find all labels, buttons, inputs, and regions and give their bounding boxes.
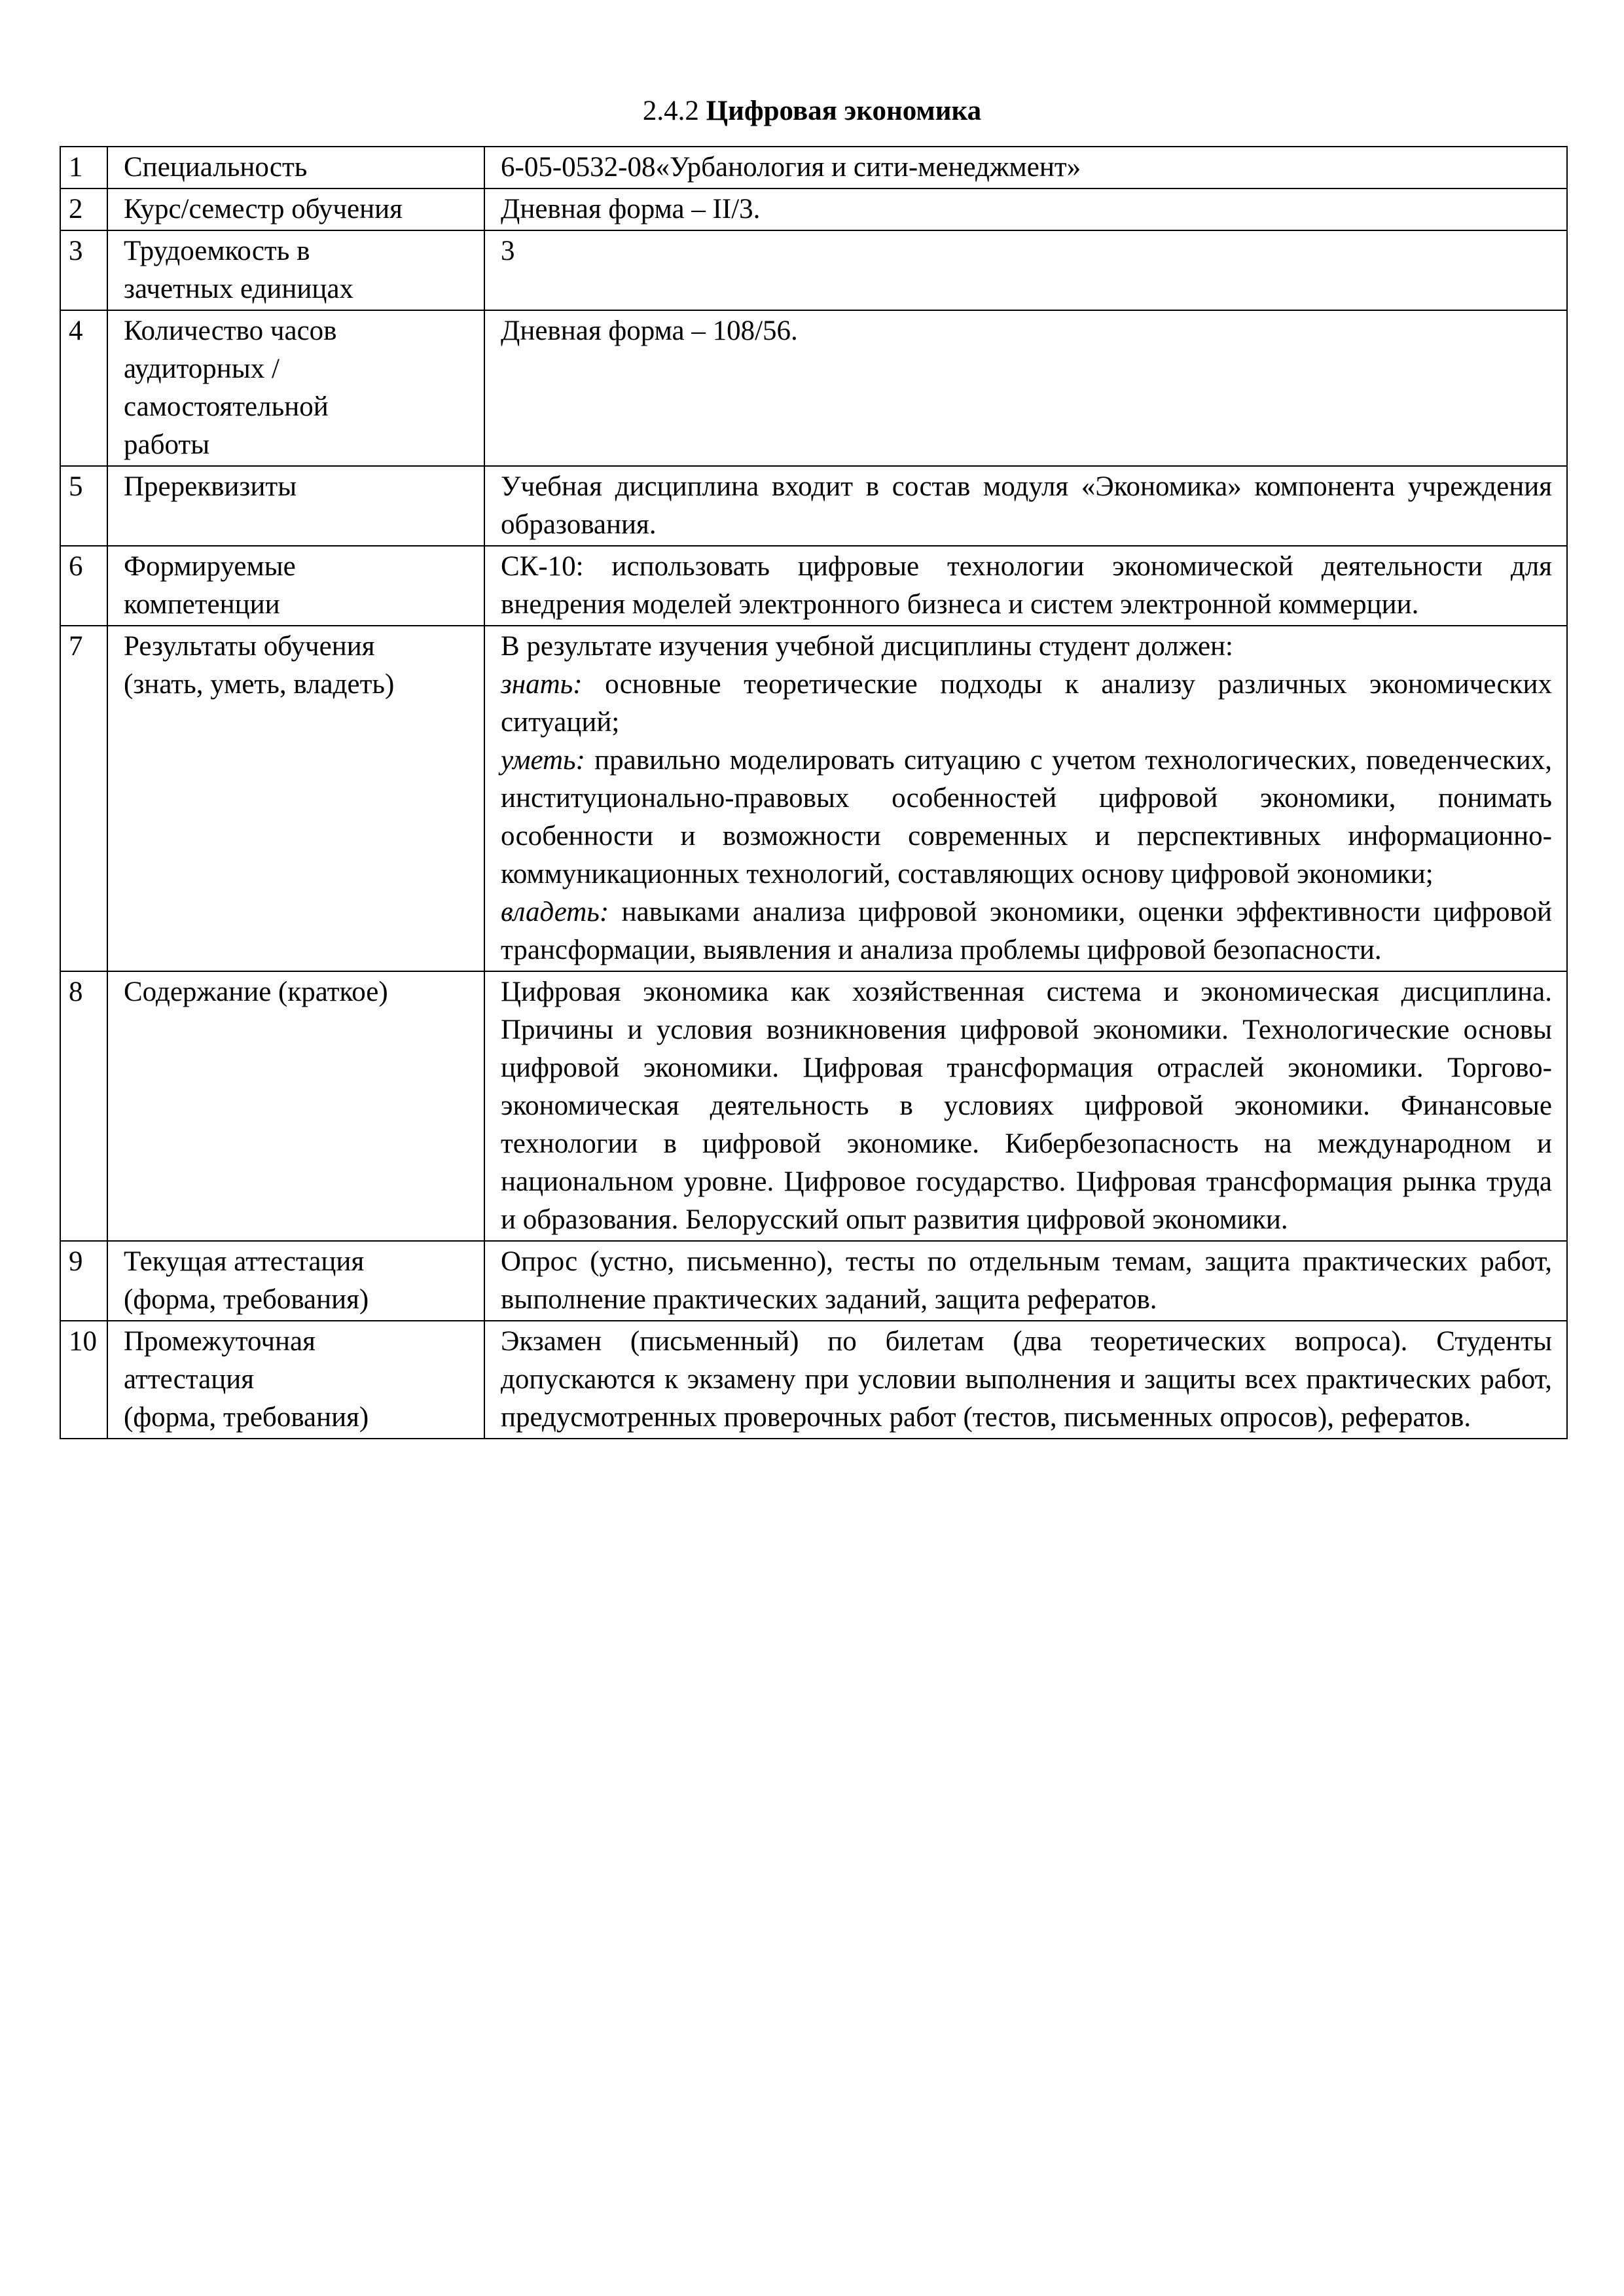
row-number: 1 bbox=[60, 147, 107, 188]
row-value: Учебная дисциплина входит в состав модуля «Экономика» компонента учреждения образования. bbox=[484, 466, 1567, 546]
row-value bbox=[484, 626, 1567, 971]
row-name: Пререквизиты bbox=[107, 466, 484, 546]
table-row bbox=[60, 188, 1567, 230]
table-row bbox=[60, 310, 1567, 466]
row-name: Результаты обучения (знать, уметь, владеть) bbox=[107, 626, 484, 971]
row-value: Опрос (устно, письменно), тесты по отдельным темам, защита практических работ, выполнение практических заданий, защита рефератов. bbox=[484, 1241, 1567, 1321]
results-intro: В результате изучения учебной дисциплины студент должен: bbox=[501, 631, 1234, 662]
row-number: 5 bbox=[60, 466, 107, 546]
row-name: Содержание (краткое) bbox=[107, 971, 484, 1241]
table-row bbox=[60, 971, 1567, 1241]
row-number: 8 bbox=[60, 971, 107, 1241]
row-name: Трудоемкость в зачетных единицах bbox=[107, 230, 484, 310]
table-row bbox=[60, 1321, 1567, 1439]
row-number: 3 bbox=[60, 230, 107, 310]
row-name: Курс/семестр обучения bbox=[107, 188, 484, 230]
master-text: навыками анализа цифровой экономики, оценки эффективности цифровой трансформации, выявления и анализа проблемы цифровой безопасности. bbox=[501, 897, 1553, 965]
section-title: Цифровая экономика bbox=[706, 96, 982, 126]
syllabus-table bbox=[60, 146, 1568, 1439]
results-can bbox=[501, 742, 1552, 893]
row-number: 7 bbox=[60, 626, 107, 971]
row-number: 2 bbox=[60, 188, 107, 230]
row-name: Специальность bbox=[107, 147, 484, 188]
row-value: 6-05-0532-08«Урбанология и сити-менеджмент» bbox=[484, 147, 1567, 188]
table-row bbox=[60, 147, 1567, 188]
page-title bbox=[0, 92, 1624, 131]
row-value: СК-10: использовать цифровые технологии экономической деятельности для внедрения моделей электронного бизнеса и систем электронной коммерции. bbox=[484, 546, 1567, 626]
row-name: Промежуточная аттестация (форма, требования) bbox=[107, 1321, 484, 1439]
row-number: 6 bbox=[60, 546, 107, 626]
know-text: основные теоретические подходы к анализу различных экономических ситуаций; bbox=[501, 669, 1553, 738]
master-label: владеть: bbox=[501, 897, 609, 927]
table-row bbox=[60, 466, 1567, 546]
row-number: 9 bbox=[60, 1241, 107, 1321]
table-row bbox=[60, 626, 1567, 971]
can-text: правильно моделировать ситуацию с учетом технологических, поведенческих, институционально-правовых особенностей цифровой экономики, понимать особенности и возможности современных и перспективных информационно-коммуникационных технологий, составляющих основу цифровой экономики; bbox=[501, 745, 1552, 889]
row-value: Дневная форма – 108/56. bbox=[484, 310, 1567, 466]
row-value: 3 bbox=[484, 230, 1567, 310]
table-row bbox=[60, 1241, 1567, 1321]
table-row bbox=[60, 230, 1567, 310]
row-number: 10 bbox=[60, 1321, 107, 1439]
know-label: знать: bbox=[501, 669, 583, 700]
row-value: Дневная форма – II/3. bbox=[484, 188, 1567, 230]
row-name: Формируемые компетенции bbox=[107, 546, 484, 626]
results-know bbox=[501, 666, 1552, 742]
section-number: 2.4.2 bbox=[642, 96, 699, 126]
row-number: 4 bbox=[60, 310, 107, 466]
row-value: Экзамен (письменный) по билетам (два теоретических вопроса). Студенты допускаются к экзамену при условии выполнения и защиты всех практических работ, предусмотренных проверочных работ (тестов, письменных опросов), рефератов. bbox=[484, 1321, 1567, 1439]
row-name: Количество часов аудиторных / самостоятельной работы bbox=[107, 310, 484, 466]
results-master bbox=[501, 893, 1552, 969]
row-value: Цифровая экономика как хозяйственная система и экономическая дисциплина. Причины и условия возникновения цифровой экономики. Технологические основы цифровой экономики. Цифровая трансформация отраслей экономики. Торгово-экономическая деятельность в условиях цифровой экономики. Финансовые технологии в цифровой экономике. Кибербезопасность на международном и национальном уровне. Цифровое государство. Цифровая трансформация рынка труда и образования. Белорусский опыт развития цифровой экономики. bbox=[484, 971, 1567, 1241]
row-name: Текущая аттестация (форма, требования) bbox=[107, 1241, 484, 1321]
can-label: уметь: bbox=[501, 745, 585, 776]
table-row bbox=[60, 546, 1567, 626]
